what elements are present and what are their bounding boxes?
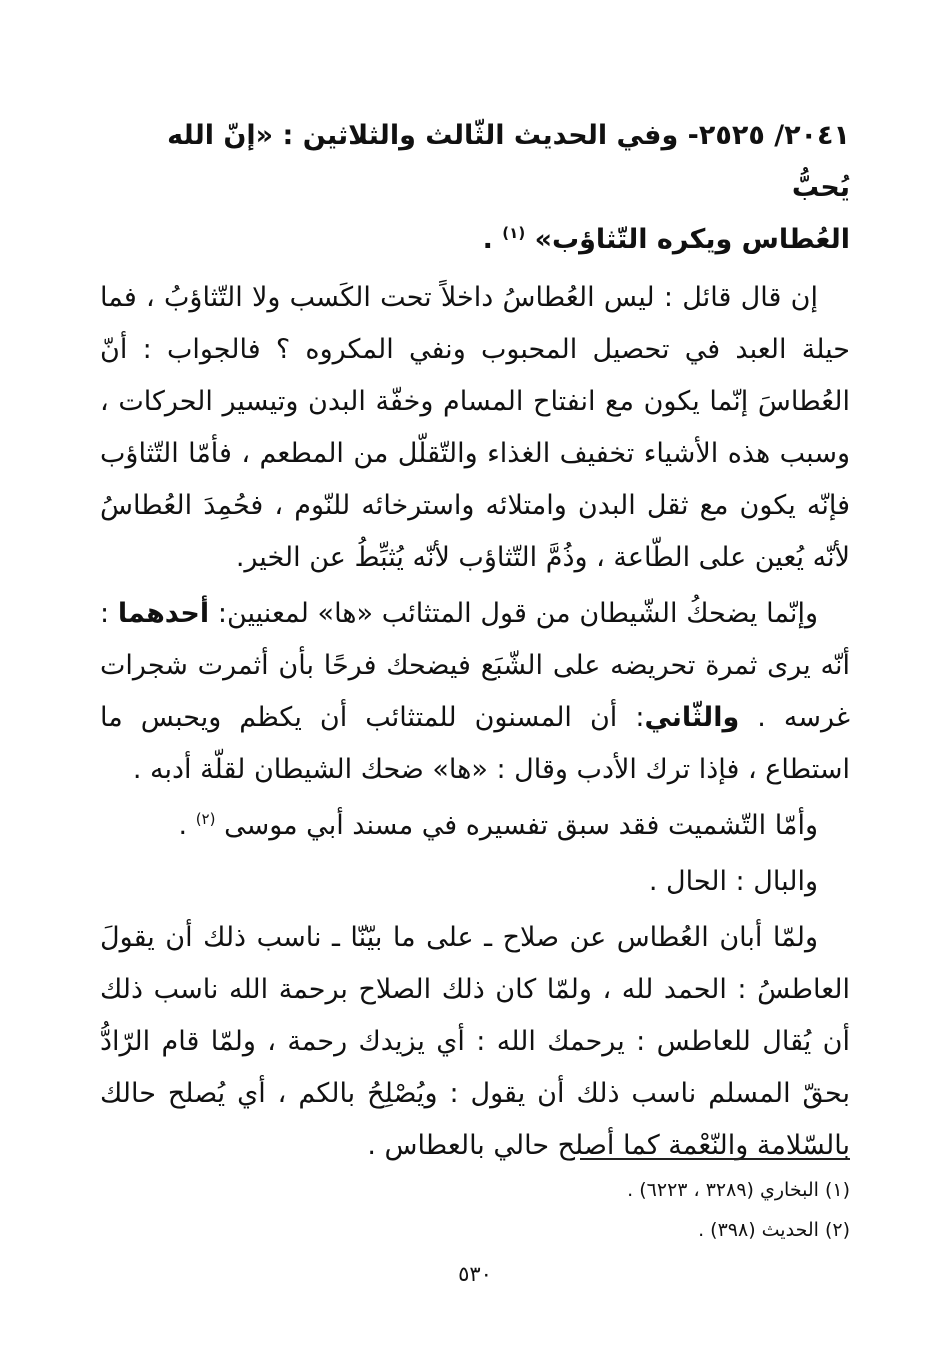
paragraph-3	[100, 800, 850, 852]
paragraph-4: والبال : الحال .	[648, 866, 818, 897]
hadith-heading-line1: ٢٠٤١/ ٢٥٢٥- وفي الحديث الثّالث والثلاثين : «إنّ الله يُحبُّ	[167, 120, 850, 203]
paragraph-2-start: وإنّما يضحكُ الشّيطان من قول المتثائب «ها» لمعنيين:	[209, 598, 818, 629]
paragraph-5: ولمّا أبان العُطاس عن صلاح ـ على ما بيّنّا ـ ناسب ذلك أن يقولَ العاطسُ : الحمد لله ، ولمّا كان ذلك الصلاح برحمة الله ناسب ذلك أن يُقال للعاطس : يرحمك الله : أي يزيدك رحمة ، ولمّا قام الرّادُّ بحقّ المسلم ناسب ذلك أن يقول : ويُصْلِحُ بالكم ، أي يُصلح حالك بالسّلامة والنّعْمة كما أصلح حالي بالعطاس .	[100, 922, 850, 1161]
footnotes	[100, 1170, 850, 1250]
footnote-1: (١) البخاري (٣٢٨٩ ، ٦٢٢٣) .	[627, 1179, 850, 1201]
footnote-ref-1: (١)	[502, 224, 526, 242]
hadith-heading	[100, 110, 850, 266]
paragraph-2-bold-second: والثّاني	[644, 702, 740, 733]
footnote-divider	[580, 1158, 850, 1160]
paragraph-2-middle: : أنّه يرى ثمرة تحريضه على الشّبَع فيضحك فرحًا بأن أثمرت شجرات غرسه .	[100, 598, 850, 733]
footnote-ref-2: (٢)	[195, 810, 216, 828]
paragraph-3-end: .	[178, 810, 196, 841]
hadith-heading-line2	[100, 214, 850, 266]
paragraph-2-end: : أن المسنون للمتثائب أن يكظم ويحبس ما استطاع ، فإذا ترك الأدب وقال : «ها» ضحك الشيطان لقلّة أدبه .	[100, 702, 850, 785]
paragraph-3-text: وأمّا التّشميت فقد سبق تفسيره في مسند أبي موسى	[224, 810, 818, 841]
page-number: ٥٣٠	[458, 1262, 492, 1286]
paragraph-2	[100, 588, 850, 796]
hadith-heading-line2-text: العُطاس ويكره التّثاؤب»	[534, 224, 850, 255]
paragraph-1: إن قال قائل : ليس العُطاسُ داخلاً تحت الكَسب ولا التّثاؤبُ ، فما حيلة العبد في تحصيل المحبوب ونفي المكروه ؟ فالجواب : أنّ العُطاسَ إنّما يكون مع انفتاح المسام وخفّة البدن وتيسير الحركات ، وسبب هذه الأشياء تخفيف الغذاء والتّقلّل من المطعم ، فأمّا التّثاؤب فإنّه يكون مع ثقل البدن وامتلائه واسترخائه للنّوم ، فحُمِدَ العُطاسُ لأنّه يُعين على الطّاعة ، وذُمَّ التّثاؤب لأنّه يُثبِّطُ عن الخير.	[100, 282, 850, 573]
page-body	[100, 110, 850, 1310]
hadith-heading-end: .	[482, 224, 503, 255]
footnote-2: (٢) الحديث (٣٩٨) .	[698, 1219, 850, 1241]
paragraph-2-bold-first: أحدهما	[117, 598, 210, 629]
